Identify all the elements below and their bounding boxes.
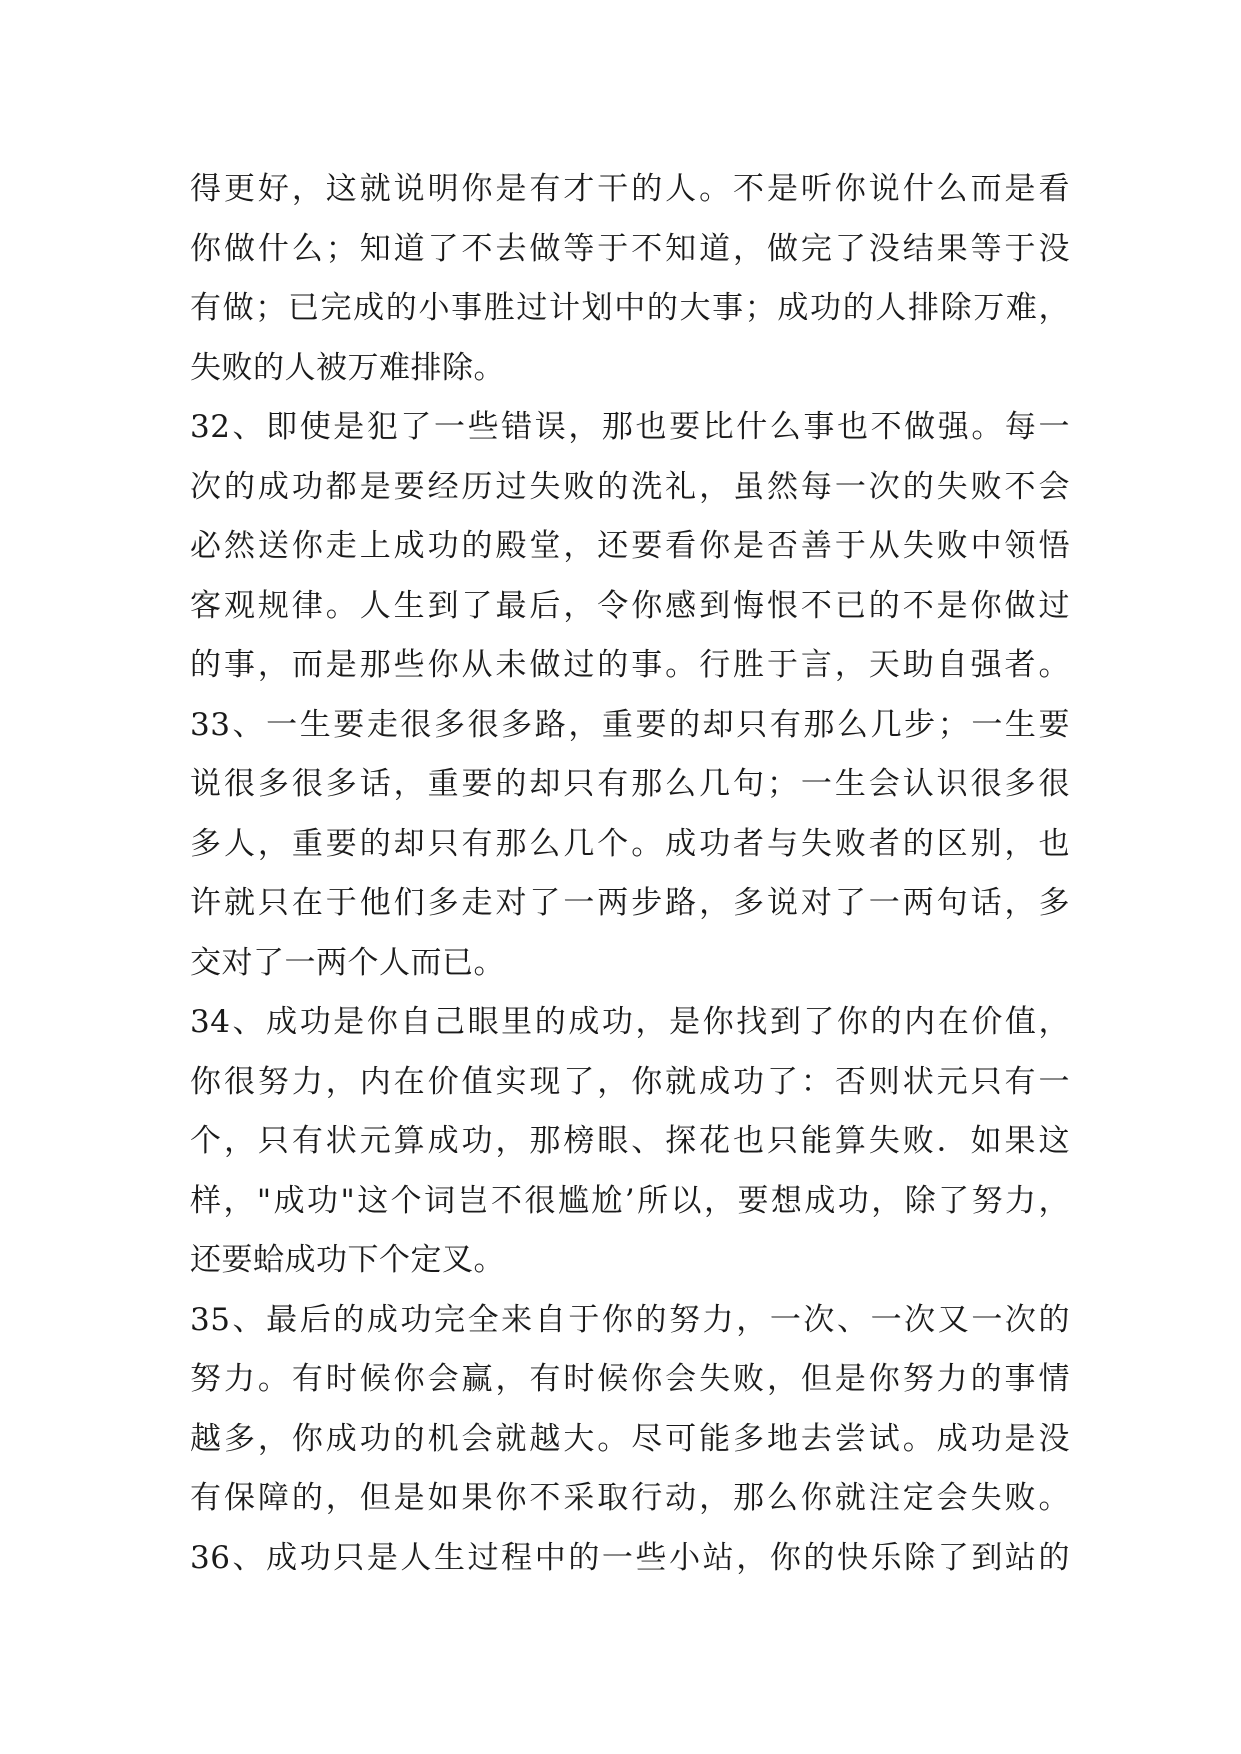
text-line: 样，"成功"这个词岂不很尴尬’所以，要想成功，除了努力， <box>190 1182 1070 1219</box>
text-line: 32、即使是犯了一些错误，那也要比什么事也不做强。每一 <box>190 409 1070 445</box>
text-line: 的事，而是那些你从未做过的事。行胜于言，天助自强者。 <box>190 647 1070 683</box>
text-line: 你做什么；知道了不去做等于不知道，做完了没结果等于没 <box>190 230 1070 267</box>
text-line: 次的成功都是要经历过失败的洗礼，虽然每一次的失败不会 <box>190 468 1070 505</box>
text-line: 客观规律。人生到了最后，令你感到悔恨不已的不是你做过 <box>190 587 1070 624</box>
text-line: 失败的人被万难排除。 <box>190 349 505 386</box>
text-line: 越多，你成功的机会就越大。尽可能多地去尝试。成功是没 <box>190 1420 1070 1457</box>
text-line: 交对了一两个人而已。 <box>190 944 505 981</box>
text-line: 多人，重要的却只有那么几个。成功者与失败者的区别，也 <box>190 825 1070 862</box>
text-line: 你很努力，内在价值实现了，你就成功了：否则状元只有一 <box>190 1063 1070 1100</box>
text-line: 33、一生要走很多很多路，重要的却只有那么几步；一生要 <box>190 706 1070 743</box>
text-line: 有做；已完成的小事胜过计划中的大事；成功的人排除万难， <box>190 290 1070 326</box>
text-line: 努力。有时候你会赢，有时候你会失败，但是你努力的事情 <box>190 1361 1070 1397</box>
body-text <box>190 160 1070 1588</box>
text-line: 34、成功是你自己眼里的成功，是你找到了你的内在价值， <box>190 1004 1070 1040</box>
text-line: 个，只有状元算成功，那榜眼、探花也只能算失败．如果这 <box>190 1123 1070 1159</box>
text-line: 得更好，这就说明你是有才干的人。不是听你说什么而是看 <box>190 171 1070 207</box>
text-line: 35、最后的成功完全来自于你的努力，一次、一次又一次的 <box>190 1301 1070 1338</box>
text-line: 必然送你走上成功的殿堂，还要看你是否善于从失败中领悟 <box>190 528 1070 564</box>
text-line: 36、成功只是人生过程中的一些小站，你的快乐除了到站的 <box>190 1539 1070 1576</box>
text-line: 还要蛤成功下个定叉。 <box>190 1242 505 1278</box>
text-line: 说很多很多话，重要的却只有那么几句；一生会认识很多很 <box>190 766 1070 802</box>
text-line: 许就只在于他们多走对了一两步路，多说对了一两句话，多 <box>190 885 1070 921</box>
text-line: 有保障的，但是如果你不采取行动，那么你就注定会失败。 <box>190 1480 1070 1516</box>
